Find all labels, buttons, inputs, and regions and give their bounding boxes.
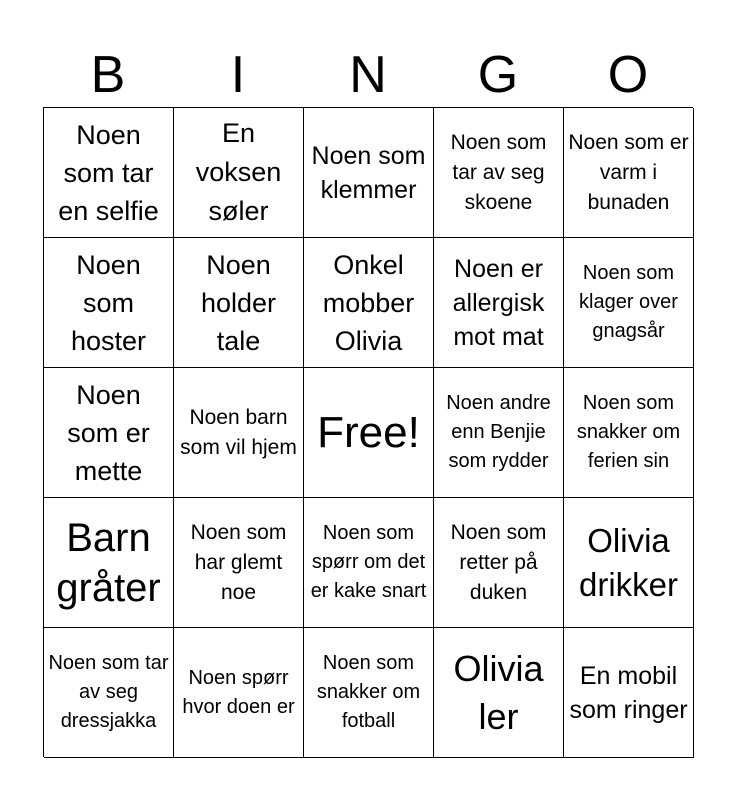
bingo-cell-r2-c3[interactable] bbox=[304, 238, 434, 368]
bingo-cell-r2-c2[interactable] bbox=[174, 238, 304, 368]
bingo-cell-free[interactable] bbox=[304, 368, 434, 498]
cell-label: Noen som snakker om fotball bbox=[316, 652, 421, 732]
bingo-cell-r5-c2[interactable] bbox=[174, 628, 304, 758]
bingo-cell-r5-c3[interactable] bbox=[304, 628, 434, 758]
header-letter-n: N bbox=[349, 46, 387, 104]
bingo-cell-r3-c2[interactable] bbox=[174, 368, 304, 498]
bingo-cell-r3-c4[interactable] bbox=[434, 368, 564, 498]
bingo-cell-r1-c2[interactable] bbox=[174, 108, 304, 238]
bingo-cell-r5-c5[interactable] bbox=[564, 628, 694, 758]
header-letter-b: B bbox=[90, 46, 126, 104]
bingo-cell-r4-c3[interactable] bbox=[304, 498, 434, 628]
bingo-cell-r1-c1[interactable] bbox=[44, 108, 174, 238]
bingo-cell-r4-c4[interactable] bbox=[434, 498, 564, 628]
bingo-cell-r4-c2[interactable] bbox=[174, 498, 304, 628]
cell-label: Noen som tar av seg skoene bbox=[450, 130, 547, 214]
cell-label: Noen som klager over gnagsår bbox=[579, 262, 678, 342]
cell-label: Noen spørr hvor doen er bbox=[182, 666, 295, 718]
bingo-cell-r2-c4[interactable] bbox=[434, 238, 564, 368]
free-space-label: Free! bbox=[317, 407, 420, 457]
bingo-cell-r3-c5[interactable] bbox=[564, 368, 694, 498]
cell-label: Noen er allergisk mot mat bbox=[452, 254, 545, 351]
cell-label: Noen som spørr om det er kake snart bbox=[310, 522, 427, 602]
cell-label: En mobil som ringer bbox=[569, 661, 688, 724]
cell-label: Noen som snakker om ferien sin bbox=[576, 392, 681, 472]
bingo-card bbox=[43, 107, 693, 757]
bingo-cell-r2-c5[interactable] bbox=[564, 238, 694, 368]
cell-label: Noen holder tale bbox=[200, 249, 277, 356]
cell-label: Noen som hoster bbox=[70, 249, 147, 356]
bingo-cell-r1-c5[interactable] bbox=[564, 108, 694, 238]
header-letter-i: I bbox=[230, 46, 246, 104]
cell-label: Olivia ler bbox=[453, 647, 544, 737]
cell-label: Noen andre enn Benjie som rydder bbox=[446, 392, 551, 472]
cell-label: Noen som tar av seg dressjakka bbox=[48, 652, 169, 732]
cell-label: Noen som har glemt noe bbox=[190, 520, 287, 604]
bingo-cell-r2-c1[interactable] bbox=[44, 238, 174, 368]
header-letter-o: O bbox=[607, 46, 649, 104]
bingo-cell-r4-c1[interactable] bbox=[44, 498, 174, 628]
cell-label: Noen som retter på duken bbox=[450, 520, 547, 604]
cell-label: En voksen søler bbox=[195, 118, 282, 226]
header-letter-g: G bbox=[477, 46, 519, 104]
bingo-cell-r1-c4[interactable] bbox=[434, 108, 564, 238]
bingo-cell-r3-c1[interactable] bbox=[44, 368, 174, 498]
bingo-cell-r1-c3[interactable] bbox=[304, 108, 434, 238]
bingo-header bbox=[43, 44, 693, 106]
cell-label: Olivia drikker bbox=[578, 521, 679, 603]
cell-label: Noen barn som vil hjem bbox=[180, 405, 297, 459]
bingo-cell-r4-c5[interactable] bbox=[564, 498, 694, 628]
bingo-cell-r5-c4[interactable] bbox=[434, 628, 564, 758]
cell-label: Noen som er mette bbox=[67, 379, 150, 486]
cell-label: Barn gråter bbox=[56, 515, 161, 610]
cell-label: Noen som er varm i bunaden bbox=[568, 130, 689, 214]
cell-label: Noen som klemmer bbox=[311, 141, 426, 204]
cell-label: Onkel mobber Olivia bbox=[322, 249, 415, 356]
cell-label: Noen som tar en selfie bbox=[58, 119, 159, 226]
bingo-cell-r5-c1[interactable] bbox=[44, 628, 174, 758]
